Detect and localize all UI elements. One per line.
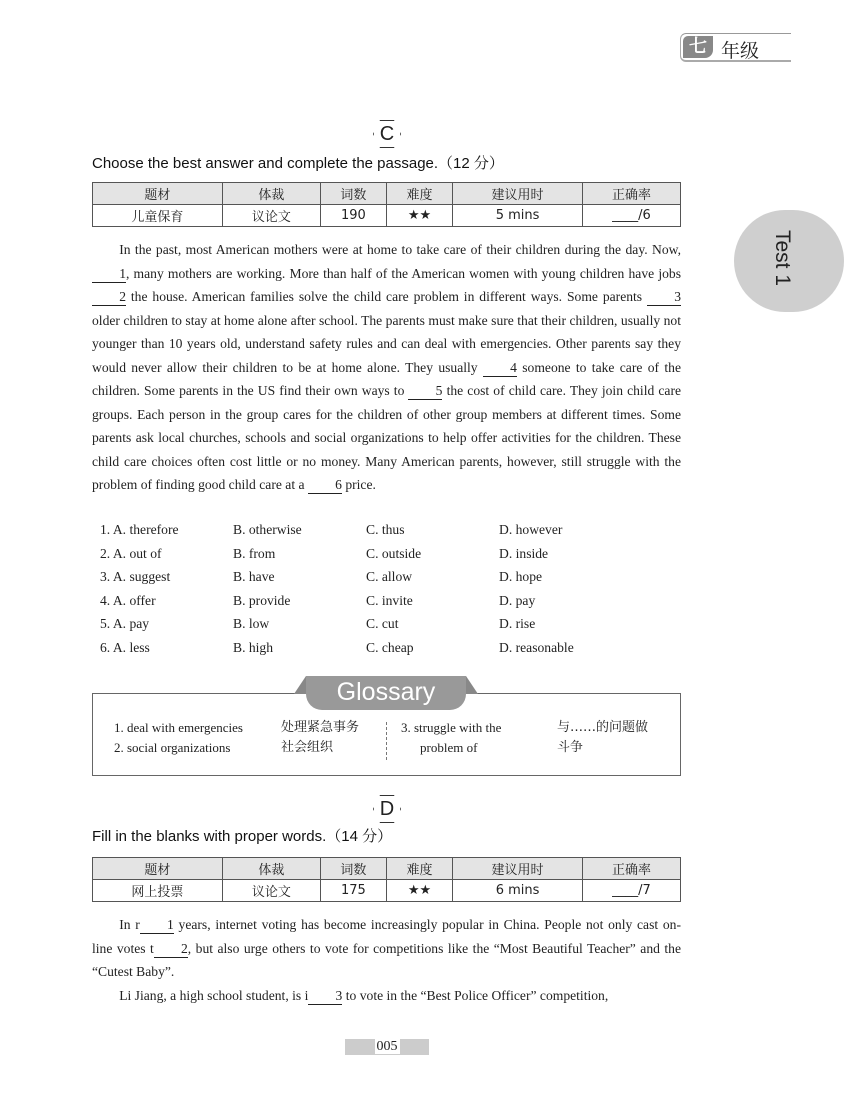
cell: ★★ [386, 880, 452, 902]
answer-options [100, 522, 632, 664]
cell: 6 mins [453, 880, 583, 902]
option[interactable]: C. allow [366, 569, 413, 585]
option-row [100, 522, 632, 546]
divider [386, 722, 387, 760]
cell: 正确率 [582, 183, 680, 205]
grade-text: 年级 [721, 40, 760, 62]
option[interactable]: D. inside [499, 545, 549, 561]
cell: 词数 [320, 183, 386, 205]
text-segment: the cost of child care. They join child care groups. Each person in the group cares for the children of other group members at different times. Some parents ask local churches, schools and social organizations to help offer activities for the children. These child care choices often cost little or no money. Many American parents, however, still struggle with the problem of finding good child care at a [92, 383, 682, 492]
option[interactable]: C. cut [366, 616, 399, 632]
cell: 儿童保育 [93, 205, 223, 227]
option[interactable]: 4. A. offer [100, 592, 156, 608]
option[interactable]: C. outside [366, 545, 422, 561]
paragraph [92, 913, 681, 984]
text-segment: someone to take care of the children. Some parents in the US find their own ways to [92, 359, 681, 398]
option-row [100, 593, 632, 617]
cell: 正确率 [582, 858, 680, 880]
section-d-passage [92, 913, 681, 1007]
cell: 体裁 [222, 183, 320, 205]
side-tab[interactable] [734, 210, 844, 312]
answer-blank[interactable]: 1 [92, 266, 126, 283]
glossary-item-1-zh: 处理紧急事务 [281, 720, 360, 735]
text-segment: to vote in the “Best Police Officer” competition, [342, 987, 609, 1003]
text-segment: In r [119, 917, 140, 932]
section-c-marker: C [373, 120, 401, 148]
table-row [93, 880, 681, 902]
text-segment: , many mothers are working. More than half of the American women with young children have jobs [126, 265, 681, 281]
section-c-info-table [92, 182, 681, 227]
paragraph [92, 984, 681, 1008]
glossary-item-3-zh: 与……的问题做 [557, 720, 649, 735]
cell: 难度 [386, 858, 452, 880]
answer-blank[interactable]: 1 [140, 917, 174, 934]
option[interactable]: B. have [233, 569, 275, 585]
cell: 5 mins [453, 205, 583, 227]
glossary-item-3: 3. struggle with the [401, 720, 502, 735]
glossary-item-2: 2. social organizations [114, 740, 231, 755]
cell: 词数 [320, 858, 386, 880]
cell: ____/6 [582, 205, 680, 227]
option[interactable]: D. pay [499, 592, 536, 608]
option[interactable]: C. cheap [366, 639, 414, 655]
glossary-item-1: 1. deal with emergencies [114, 720, 243, 735]
cell: 题材 [93, 858, 223, 880]
option[interactable]: B. high [233, 639, 274, 655]
answer-blank[interactable]: 3 [647, 289, 681, 306]
section-d-title: Fill in the blanks with proper words.（14 分） [92, 828, 393, 845]
cell: 建议用时 [453, 858, 583, 880]
cell: 175 [320, 880, 386, 902]
answer-blank[interactable]: 4 [483, 360, 517, 377]
page-number [345, 1039, 429, 1055]
answer-blank[interactable]: 5 [408, 383, 442, 400]
option[interactable]: D. reasonable [499, 639, 574, 655]
text-segment: In the past, most American mothers were at home to take care of their children during the day. Now, [119, 242, 681, 257]
option[interactable]: D. however [499, 522, 563, 537]
text-segment: older children to stay at home alone after school. The parents must make sure that their children, usually not younger than 10 years old, understand safety rules and can deal with emergencies. Other parents say they would never allow their children to be at home alone. They usually [92, 312, 681, 375]
option[interactable]: B. provide [233, 592, 291, 608]
paragraph [92, 238, 681, 497]
option[interactable]: B. from [233, 545, 276, 561]
option[interactable]: 1. A. therefore [100, 522, 179, 537]
option[interactable]: D. rise [499, 616, 536, 632]
side-tab-label: Test 1 [771, 229, 795, 287]
text-segment: price. [341, 477, 376, 492]
table-header-row [93, 183, 681, 205]
answer-blank[interactable]: 2 [92, 289, 126, 306]
text-segment: the house. American families solve the child care problem in different ways. Some parents [126, 289, 647, 304]
cell: ____/7 [582, 880, 680, 902]
page-number-text: 005 [376, 1039, 398, 1054]
cell: 体裁 [222, 858, 320, 880]
cell: 议论文 [222, 205, 320, 227]
text-segment: Li Jiang, a high school student, is i [119, 987, 309, 1003]
answer-blank[interactable]: 2 [154, 941, 188, 958]
cell: 网上投票 [93, 880, 223, 902]
option[interactable]: D. hope [499, 569, 543, 585]
grade-number: 七 [683, 36, 713, 58]
table-header-row [93, 858, 681, 880]
table-row [93, 205, 681, 227]
option[interactable]: 2. A. out of [100, 545, 162, 561]
glossary-item-3-cont: problem of [420, 740, 478, 755]
section-d-info-table [92, 857, 681, 902]
section-d-marker: D [373, 795, 401, 823]
glossary-item-2-zh: 社会组织 [281, 740, 334, 755]
glossary-item-3-zh-cont: 斗争 [557, 740, 584, 755]
cell: 建议用时 [453, 183, 583, 205]
option-row [100, 569, 632, 593]
option[interactable]: 3. A. suggest [100, 569, 171, 585]
cell: 议论文 [222, 880, 320, 902]
section-c-passage [92, 238, 681, 497]
glossary-title: Glossary [306, 676, 466, 710]
option-row [100, 546, 632, 570]
option[interactable]: B. otherwise [233, 522, 302, 537]
option[interactable]: B. low [233, 616, 270, 632]
grade-label [680, 33, 791, 62]
text-segment: , but also urge others to vote for competitions like the “Most Beautiful Teacher” and the “Cutest Baby”. [92, 940, 681, 979]
section-c-title: Choose the best answer and complete the passage.（12 分） [92, 155, 504, 172]
option[interactable]: 6. A. less [100, 639, 150, 655]
text-segment: years, internet voting has become increasingly popular in China. People not only cast on-line votes t [92, 917, 682, 956]
answer-blank[interactable]: 6 [308, 477, 342, 494]
cell: 190 [320, 205, 386, 227]
cell: 题材 [93, 183, 223, 205]
cell: ★★ [386, 205, 452, 227]
glossary-box [92, 678, 681, 776]
option[interactable]: C. invite [366, 592, 413, 608]
option-row [100, 640, 632, 664]
option[interactable]: C. thus [366, 522, 405, 537]
option-row [100, 616, 632, 640]
cell: 难度 [386, 183, 452, 205]
answer-blank[interactable]: 3 [308, 988, 342, 1005]
option[interactable]: 5. A. pay [100, 616, 150, 632]
